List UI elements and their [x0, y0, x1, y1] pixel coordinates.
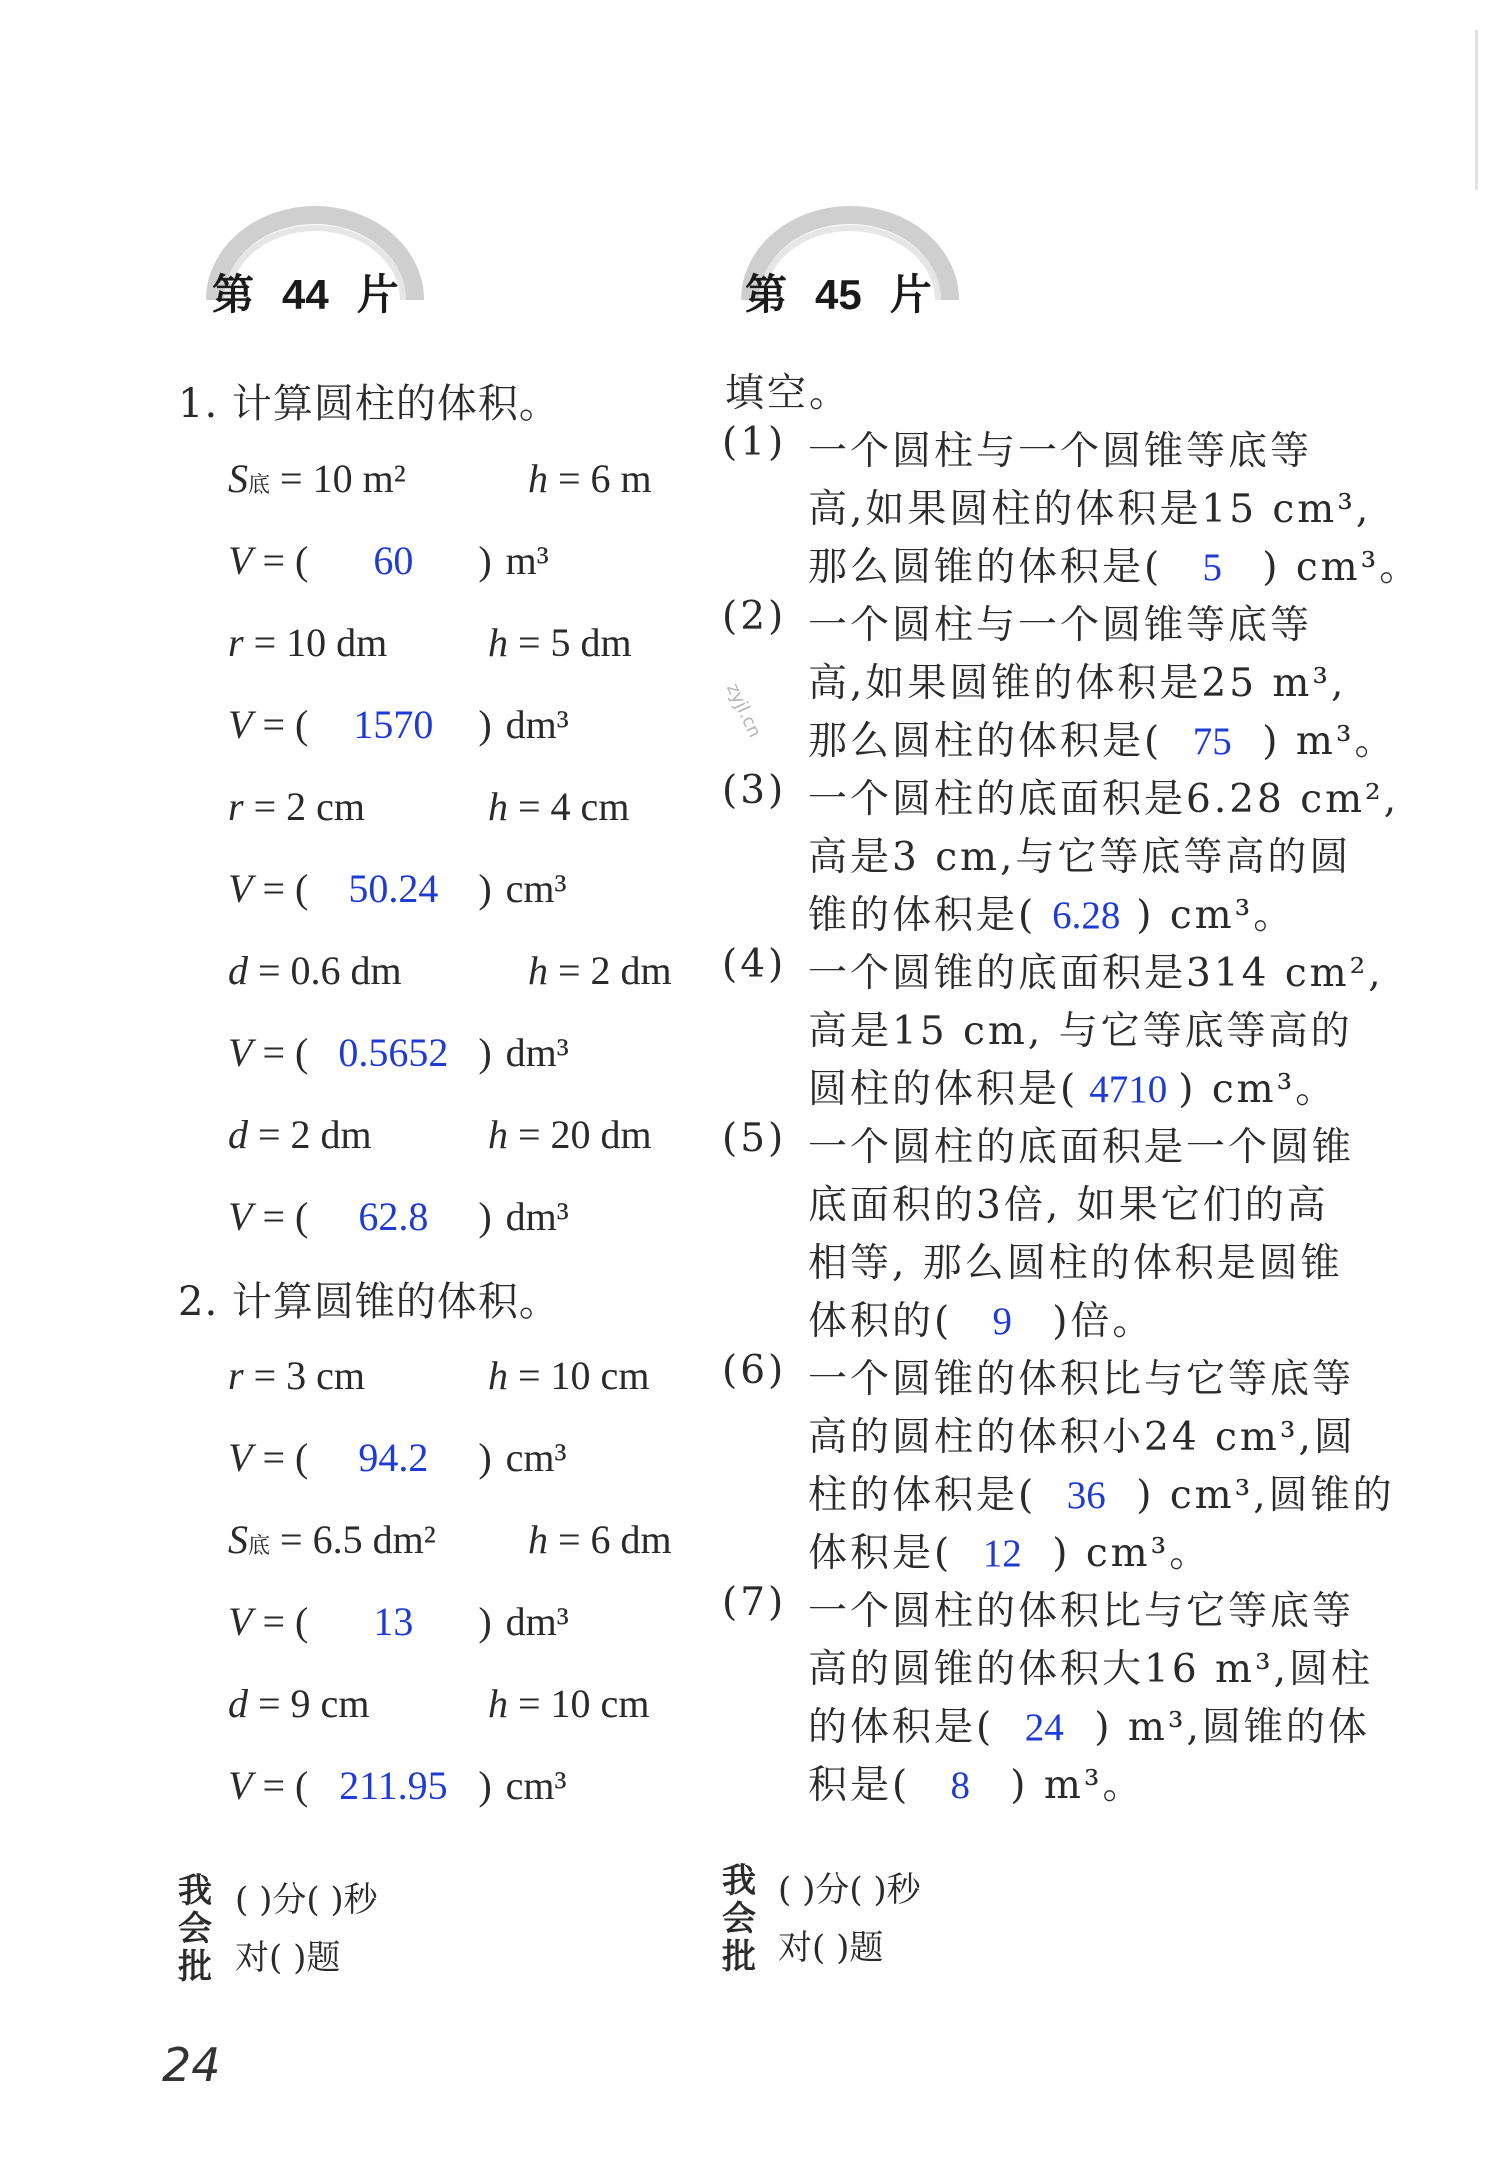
item-line: 一个圆柱的底面积是6.28 cm², — [808, 777, 1400, 822]
item-line: 一个圆柱的体积比与它等底等 — [808, 1589, 1355, 1634]
item-label: (6) — [722, 1348, 787, 1393]
close-paren: ) — [478, 1599, 492, 1644]
volume-row — [228, 537, 549, 584]
volume-label: V = ( — [228, 1435, 309, 1480]
judge-count-left: 对( )题 — [235, 1938, 341, 1978]
judge-label-right: 我 会 批 — [722, 1861, 756, 1977]
q2-title: 2. 计算圆锥的体积。 — [178, 1279, 560, 1325]
given-value: d = 2 dm — [228, 1112, 372, 1157]
given-value: h = 4 cm — [488, 784, 630, 829]
header-prefix: 第 — [745, 270, 788, 319]
item-line: 体积是( 12 ) cm³。 — [808, 1531, 1212, 1576]
item-line: 高是15 cm, 与它等底等高的 — [808, 1009, 1353, 1054]
item-line: 一个圆锥的体积比与它等底等 — [808, 1357, 1355, 1402]
answer-value: 75 — [1192, 720, 1232, 763]
answer-value: 9 — [992, 1300, 1012, 1343]
section-header-left — [212, 262, 399, 322]
item-label: (2) — [722, 594, 787, 639]
unit: dm³ — [505, 1030, 569, 1075]
header-number: 44 — [282, 271, 329, 318]
volume-label: V = ( — [228, 702, 309, 747]
header-number: 45 — [815, 271, 862, 318]
item-line: 一个圆锥的底面积是314 cm², — [808, 951, 1384, 996]
answer-value: 94.2 — [358, 1435, 429, 1480]
volume-label: V = ( — [228, 538, 309, 583]
header-suffix: 片 — [356, 270, 399, 319]
item-line: 相等, 那么圆柱的体积是圆锥 — [808, 1241, 1343, 1286]
answer-value: 5 — [1202, 546, 1222, 589]
item-label: (7) — [722, 1580, 787, 1625]
unit: dm³ — [505, 702, 569, 747]
given-value: h = 5 dm — [488, 620, 632, 665]
close-paren: ) — [478, 1030, 492, 1075]
page-number: 24 — [162, 2038, 221, 2092]
item-label: (1) — [722, 420, 787, 465]
answer-value: 24 — [1024, 1706, 1064, 1749]
answer-value: 8 — [950, 1764, 970, 1807]
close-paren: ) — [478, 1435, 492, 1480]
volume-row — [228, 1029, 569, 1076]
given-value: h = 6 m — [528, 456, 652, 501]
volume-label: V = ( — [228, 1763, 309, 1808]
unit: cm³ — [505, 1435, 567, 1480]
volume-row — [228, 865, 567, 912]
item-line: 的体积是( 24 ) m³,圆锥的体 — [808, 1705, 1370, 1750]
given-row — [228, 1111, 652, 1158]
watermark: zyjl.cn — [721, 680, 766, 741]
item-line: 一个圆柱与一个圆锥等底等 — [808, 429, 1313, 474]
given-value: h = 10 cm — [488, 1681, 650, 1726]
answer-value: 60 — [373, 538, 414, 583]
given-row — [228, 1516, 672, 1563]
answer-value: 50.24 — [348, 866, 439, 911]
unit: cm³ — [505, 1763, 567, 1808]
unit: dm³ — [505, 1194, 569, 1239]
given-row — [228, 1680, 649, 1727]
close-paren: ) — [478, 1763, 492, 1808]
given-row — [228, 947, 672, 994]
item-line: 体积的( 9 )倍。 — [808, 1299, 1155, 1344]
item-line: 一个圆柱与一个圆锥等底等 — [808, 603, 1313, 648]
item-label: (3) — [722, 768, 787, 813]
volume-label: V = ( — [228, 866, 309, 911]
answer-value: 36 — [1066, 1474, 1106, 1517]
answer-value: 6.28 — [1052, 894, 1121, 937]
item-label: (5) — [722, 1116, 787, 1161]
close-paren: ) — [478, 1194, 492, 1239]
given-value: h = 10 cm — [488, 1353, 650, 1398]
given-value: h = 6 dm — [528, 1517, 672, 1562]
volume-label: V = ( — [228, 1194, 309, 1239]
answer-value: 1570 — [353, 702, 434, 747]
page-edge — [1475, 30, 1478, 190]
given-value: r = 3 cm — [228, 1353, 366, 1398]
given-row — [228, 1352, 649, 1399]
unit: m³ — [505, 538, 549, 583]
header-prefix: 第 — [212, 270, 255, 319]
given-value: d = 9 cm — [228, 1681, 370, 1726]
item-line: 那么圆柱的体积是( 75 ) m³。 — [808, 719, 1397, 764]
item-line: 底面积的3倍, 如果它们的高 — [808, 1183, 1329, 1228]
unit: cm³ — [505, 866, 567, 911]
item-line: 高,如果圆锥的体积是25 m³, — [808, 661, 1347, 706]
given-row — [228, 783, 629, 830]
section-header-right — [745, 262, 932, 322]
answer-value: 12 — [982, 1532, 1022, 1575]
volume-row — [228, 1193, 569, 1240]
item-label: (4) — [722, 942, 787, 987]
item-line: 高,如果圆柱的体积是15 cm³, — [808, 487, 1372, 532]
item-line: 柱的体积是( 36 ) cm³,圆锥的 — [808, 1473, 1395, 1518]
fill-blank-title: 填空。 — [725, 371, 852, 416]
volume-row — [228, 1598, 569, 1645]
given-value: r = 10 dm — [228, 620, 388, 665]
given-row — [228, 455, 652, 502]
item-line: 高的圆柱的体积小24 cm³,圆 — [808, 1415, 1356, 1460]
answer-value: 211.95 — [339, 1763, 448, 1808]
volume-row — [228, 1762, 567, 1809]
volume-label: V = ( — [228, 1030, 309, 1075]
item-line: 锥的体积是( 6.28 ) cm³。 — [808, 893, 1296, 938]
given-value: d = 0.6 dm — [228, 948, 402, 993]
given-value: S底 = 6.5 dm² — [228, 1517, 436, 1562]
judge-count-right: 对( )题 — [778, 1928, 884, 1968]
answer-value: 62.8 — [358, 1194, 429, 1239]
judge-label-left: 我 会 批 — [178, 1871, 212, 1987]
item-line: 积是( 8 ) m³。 — [808, 1763, 1145, 1808]
item-line: 那么圆锥的体积是( 5 ) cm³。 — [808, 545, 1422, 590]
item-line: 圆柱的体积是( 4710 ) cm³。 — [808, 1067, 1338, 1112]
unit: dm³ — [505, 1599, 569, 1644]
item-line: 高是3 cm,与它等底等高的圆 — [808, 835, 1352, 880]
given-value: S底 = 10 m² — [228, 456, 406, 501]
given-value: h = 20 dm — [488, 1112, 652, 1157]
answer-value: 4710 — [1089, 1068, 1168, 1111]
judge-time-right: ( )分( )秒 — [778, 1870, 921, 1910]
item-line: 一个圆柱的底面积是一个圆锥 — [808, 1125, 1355, 1170]
judge-time-left: ( )分( )秒 — [235, 1880, 378, 1920]
given-value: r = 2 cm — [228, 784, 366, 829]
item-line: 高的圆锥的体积大16 m³,圆柱 — [808, 1647, 1374, 1692]
given-value: h = 2 dm — [528, 948, 672, 993]
header-suffix: 片 — [889, 270, 932, 319]
answer-value: 0.5652 — [338, 1030, 449, 1075]
close-paren: ) — [478, 702, 492, 747]
volume-row — [228, 1434, 567, 1481]
volume-row — [228, 701, 569, 748]
answer-value: 13 — [373, 1599, 414, 1644]
q1-title: 1. 计算圆柱的体积。 — [178, 381, 560, 427]
close-paren: ) — [478, 866, 492, 911]
volume-label: V = ( — [228, 1599, 309, 1644]
given-row — [228, 619, 632, 666]
close-paren: ) — [478, 538, 492, 583]
